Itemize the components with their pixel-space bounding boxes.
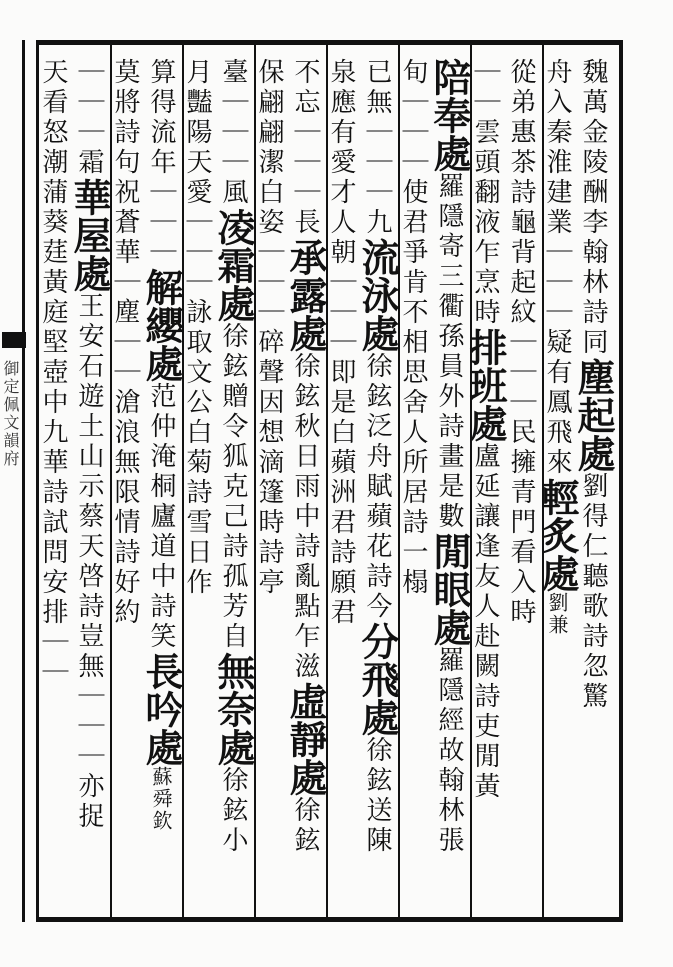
entry-text: 不忘｜｜｜長 [290,58,320,238]
text-column [427,58,472,908]
entry-heading: 閒眼處 [427,532,472,646]
entry-text: ｜｜｜疑有鳳飛來 [542,238,572,478]
page-margin [0,40,34,922]
entry-text: 徐鉉送陳 [362,736,392,856]
text-column [463,58,508,908]
entry-heading: 凌霜處 [211,208,256,322]
entry-text: 王安石遊土山示蔡天啓詩豈無｜｜｜亦捉 [74,292,104,832]
entry-text: 保翩翩潔白姿 [254,58,284,238]
entry-heading: 長吟處 [139,652,184,766]
entry-text: 羅隱寄三衢孫員外詩畫是 [434,172,464,502]
entry-text: 算得流年｜｜｜ [146,58,176,268]
entry-text: 蘇舜欽 [149,766,173,832]
text-column [400,58,436,908]
entry-text: 滋 [290,652,320,682]
entry-heading: 分飛處 [355,622,400,736]
entry-text: ｜｜雲頭翻液乍烹時 [470,58,500,328]
entry-text: 魏萬金陵酬李翰林詩同 [578,58,608,358]
entry-text: 臺｜｜｜風 [218,58,248,208]
entry-text: 徐鉉秋日雨中詩亂點乍 [290,352,320,652]
entry-text: 劉得仁聽歌詩忽驚 [578,472,608,712]
margin-edge-line [22,40,25,922]
text-column [571,58,616,908]
entry-text: ｜｜｜霜 [74,58,104,178]
margin-block-marker [2,332,26,348]
entry-heading: 承露處 [283,238,328,352]
entry-text: 徐鉉贈令狐克己詩孤芳自 [218,322,248,652]
entry-text: 旬｜｜｜使君爭肯不相思 [398,58,428,388]
entry-text: 范仲淹桐廬道中詩笑 [146,382,176,652]
entry-heading: 華屋處 [67,178,112,292]
text-column [67,58,112,908]
entry-text: ｜｜｜碎聲因想滴篷時 [254,238,284,538]
entry-heading: 解纓處 [139,268,184,382]
text-column [283,58,328,908]
entry-text: 詩亭 [254,538,284,598]
entry-heading: 流泳處 [355,238,400,352]
entry-text: 天看怒潮 [38,58,68,178]
text-column [139,58,184,908]
entry-text: 莫將詩句祝蒼華 [110,58,140,268]
text-column [256,58,292,908]
entry-text: 泉應有愛才人 [326,58,356,238]
text-column [355,58,400,908]
entry-text: 愛｜｜｜詠取文公白菊詩 [182,178,212,508]
entry-text: 數 [434,502,464,532]
entry-text: 從弟惠茶詩龜背起紋｜｜｜ [506,58,536,418]
entry-text: ｜塵｜｜滄浪無限情 [110,268,140,538]
entry-text: 民擁青門看入時 [506,418,536,628]
text-column [112,58,148,908]
entry-text: 朝｜｜｜即是白蘋洲 [326,238,356,508]
entry-text: 羅隱經故翰林張 [434,646,464,856]
entry-text: 蒲葵莛黃庭堅壺中九華詩試問安排｜｜ [38,178,68,688]
text-column [535,58,580,908]
entry-heading: 陪奉處 [427,58,472,172]
text-column [508,58,544,908]
text-column [328,58,364,908]
entry-text: 徐鉉小 [218,766,248,856]
entry-text: 君詩願君 [326,508,356,628]
entry-heading: 輕炙處 [535,478,580,592]
margin-label: 御定佩文韻府 [1,360,20,468]
entry-text: 月豔陽天 [182,58,212,178]
entry-text: 徐鉉 [290,796,320,856]
entry-heading: 塵起處 [571,358,616,472]
entry-text: 劉兼 [545,592,569,636]
entry-text: 盧延讓逢友人赴闕詩吏閒黃 [470,442,500,802]
entry-text: 舍人所居詩一榻 [398,388,428,598]
entry-text: 詩好約 [110,538,140,628]
entry-text: 雪日作 [182,508,212,598]
entry-text: 已無｜｜｜九 [362,58,392,238]
text-column [211,58,256,908]
text-column [184,58,220,908]
entry-text: 徐鉉泛舟賦蘋花詩今 [362,352,392,622]
entry-heading: 虛靜處 [283,682,328,796]
entry-text: 舟入秦淮建業 [542,58,572,238]
entry-heading: 無奈處 [211,652,256,766]
text-column [40,58,76,908]
entry-heading: 排班處 [463,328,508,442]
